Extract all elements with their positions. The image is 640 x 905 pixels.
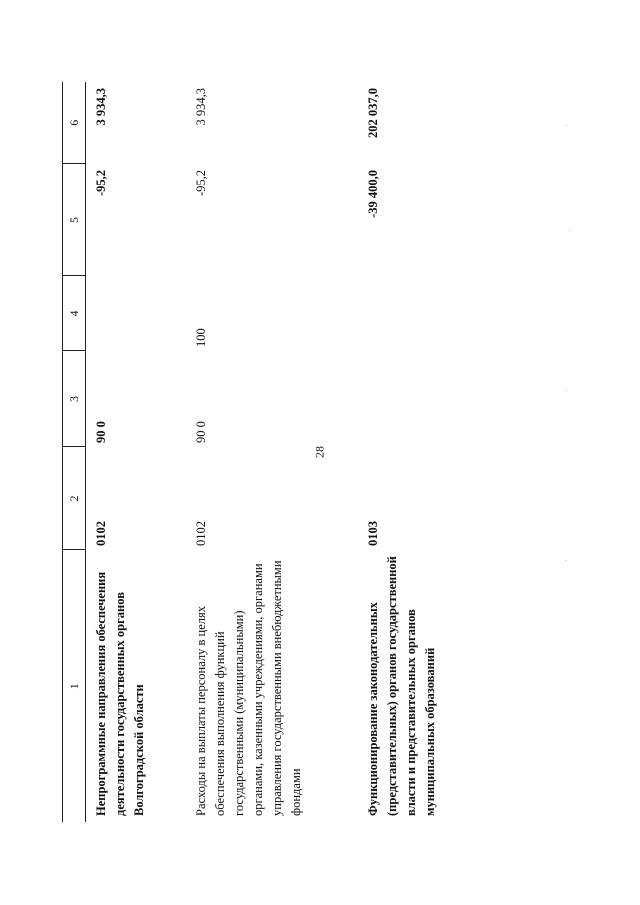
scan-speck: [570, 230, 571, 231]
row-name: Непрограммные направления обеспечения деятельности государственных органов Волгоградской области: [94, 571, 146, 816]
budget-table: [62, 82, 474, 822]
row-kind: 100: [194, 328, 208, 347]
page-number: 28: [312, 446, 327, 458]
row-total: 3 934,3: [94, 88, 108, 126]
row-name: Функционирование законодательных (представительных) органов государственной власти и представительных органов муниципальных образований: [366, 556, 437, 816]
row-section: 0103: [366, 521, 380, 546]
column-header-4: 4: [63, 276, 86, 351]
row-target: 90 0: [94, 421, 108, 443]
table-row: [86, 82, 191, 822]
table-row: [362, 82, 474, 822]
row-name: Расходы на выплаты персоналу в целях обеспечения выполнения функций государственными (муниципальными) органами, казенными учреждениями, органами управления государственными внебюджетными фондами: [194, 560, 303, 816]
table-header-row: [63, 82, 86, 822]
budget-table-rotated: [62, 82, 640, 822]
column-header-1: 1: [63, 550, 86, 822]
scan-speck: [566, 125, 567, 126]
row-total: 3 934,3: [194, 88, 208, 126]
row-section: 0102: [194, 521, 208, 546]
column-header-6: 6: [63, 82, 86, 164]
row-total: 202 037,0: [366, 88, 380, 138]
row-change: -39 400,0: [366, 170, 380, 218]
row-change: -95,2: [94, 170, 108, 197]
scan-speck: [565, 560, 566, 561]
row-section: 0102: [94, 521, 108, 546]
table-row: [190, 82, 362, 822]
row-target: 90 0: [194, 421, 208, 443]
row-target: [362, 351, 474, 447]
row-change: -95,2: [194, 170, 208, 197]
row-kind: [362, 276, 474, 351]
scan-speck: [566, 390, 567, 391]
column-header-5: 5: [63, 164, 86, 276]
row-kind: [86, 276, 191, 351]
column-header-3: 3: [63, 351, 86, 447]
column-header-2: 2: [63, 447, 86, 550]
